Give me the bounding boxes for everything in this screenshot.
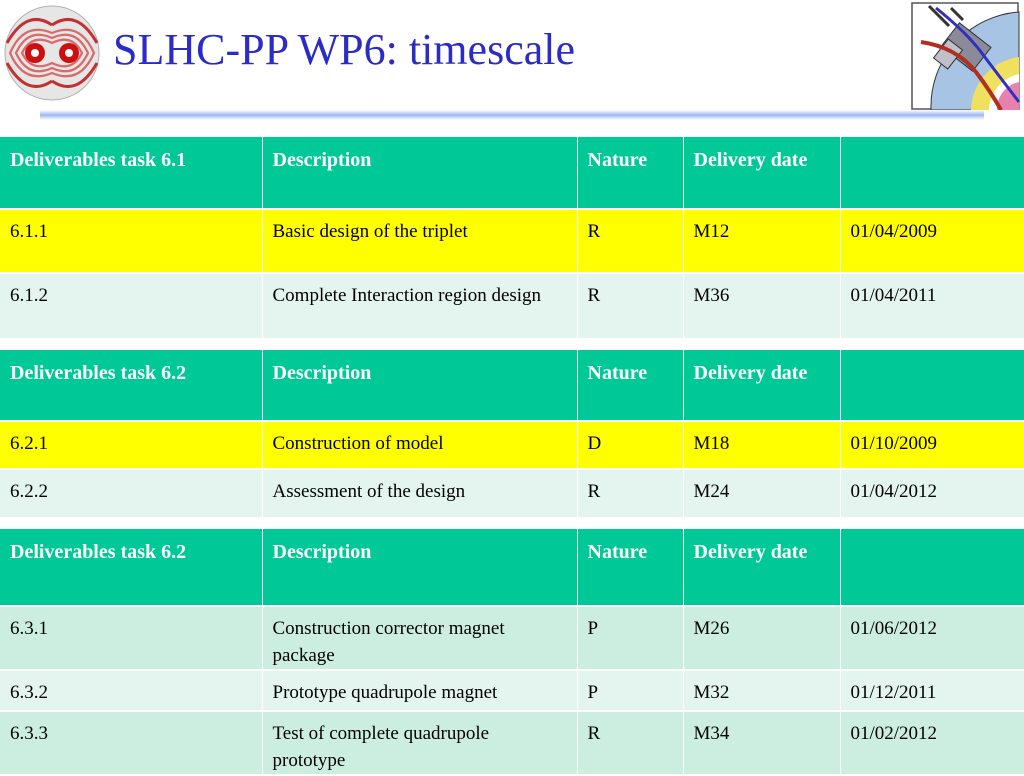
table-row xyxy=(0,711,1024,775)
table-cell: 01/04/2012 xyxy=(840,469,1024,518)
table-cell: M36 xyxy=(683,273,840,339)
table-cell: R xyxy=(577,209,683,273)
header-cell: Description xyxy=(262,350,577,421)
table-cell: M18 xyxy=(683,421,840,469)
table-cell: Construction corrector magnet package xyxy=(262,606,577,670)
table-cell: 6.2.1 xyxy=(0,421,262,469)
table-cell: 01/04/2011 xyxy=(840,273,1024,339)
table-header-row xyxy=(0,350,1024,421)
deliverables-table-6-1 xyxy=(0,137,1024,340)
header-cell xyxy=(840,137,1024,209)
table-cell: 01/12/2011 xyxy=(840,670,1024,711)
table-cell: M26 xyxy=(683,606,840,670)
table-row xyxy=(0,421,1024,469)
table-cell: Complete Interaction region design xyxy=(262,273,577,339)
table-row xyxy=(0,273,1024,339)
deliverables-table-6-3 xyxy=(0,529,1024,776)
table-cell: 01/04/2009 xyxy=(840,209,1024,273)
table-cell: 01/10/2009 xyxy=(840,421,1024,469)
table-cell: Assessment of the design xyxy=(262,469,577,518)
table-cell: M24 xyxy=(683,469,840,518)
header-cell: Delivery date xyxy=(683,350,840,421)
table-cell: Basic design of the triplet xyxy=(262,209,577,273)
lhc-logo-icon xyxy=(2,3,102,103)
table-cell: Construction of model xyxy=(262,421,577,469)
table-header-row xyxy=(0,529,1024,606)
header-cell xyxy=(840,350,1024,421)
header-cell: Description xyxy=(262,137,577,209)
table-cell: 6.3.2 xyxy=(0,670,262,711)
table-row xyxy=(0,606,1024,670)
table-cell: 6.1.2 xyxy=(0,273,262,339)
header-cell: Deliverables task 6.1 xyxy=(0,137,262,209)
header-cell: Nature xyxy=(577,137,683,209)
deliverables-table-6-2 xyxy=(0,350,1024,519)
header-cell: Deliverables task 6.2 xyxy=(0,529,262,606)
table-cell: M32 xyxy=(683,670,840,711)
table-cell: M34 xyxy=(683,711,840,775)
table-cell: 6.1.1 xyxy=(0,209,262,273)
page-title: SLHC-PP WP6: timescale xyxy=(113,25,575,74)
table-cell: R xyxy=(577,711,683,775)
table-header-row xyxy=(0,137,1024,209)
header-cell: Delivery date xyxy=(683,137,840,209)
table-cell: 6.3.1 xyxy=(0,606,262,670)
table-cell: M12 xyxy=(683,209,840,273)
table-cell: Prototype quadrupole magnet xyxy=(262,670,577,711)
title-divider xyxy=(40,110,984,120)
table-row xyxy=(0,209,1024,273)
table-cell: 01/02/2012 xyxy=(840,711,1024,775)
header-cell: Deliverables task 6.2 xyxy=(0,350,262,421)
table-cell: P xyxy=(577,670,683,711)
table-cell: 6.3.3 xyxy=(0,711,262,775)
header-cell: Nature xyxy=(577,529,683,606)
table-cell: R xyxy=(577,469,683,518)
table-row xyxy=(0,670,1024,711)
table-cell: D xyxy=(577,421,683,469)
header-cell xyxy=(840,529,1024,606)
detector-logo-icon xyxy=(911,2,1021,110)
header-cell: Delivery date xyxy=(683,529,840,606)
header-cell: Description xyxy=(262,529,577,606)
table-cell: 6.2.2 xyxy=(0,469,262,518)
header-cell: Nature xyxy=(577,350,683,421)
table-row xyxy=(0,469,1024,518)
table-cell: Test of complete quadrupole prototype xyxy=(262,711,577,775)
table-cell: 01/06/2012 xyxy=(840,606,1024,670)
table-cell: R xyxy=(577,273,683,339)
table-cell: P xyxy=(577,606,683,670)
